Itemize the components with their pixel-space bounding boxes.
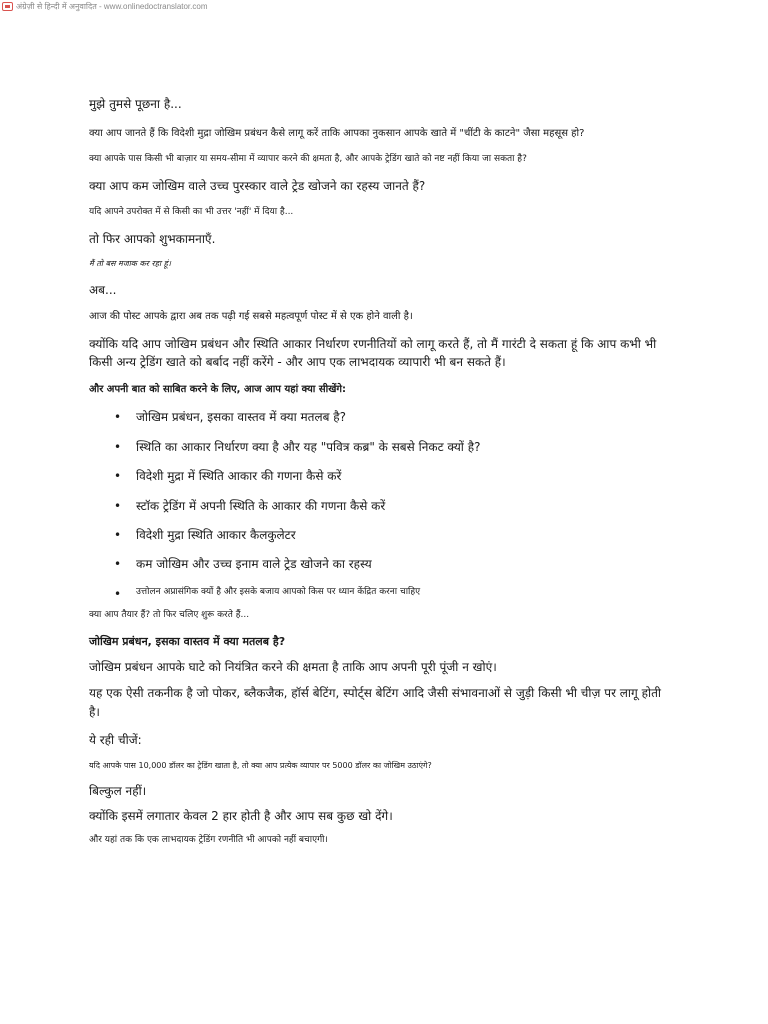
list-item: • विदेशी मुद्रा स्थिति आकार कैलकुलेटर	[89, 527, 669, 544]
section-heading: जोखिम प्रबंधन, इसका वास्तव में क्या मतलब है?	[89, 634, 286, 648]
list-item: • उत्तोलन अप्रासंगिक क्यों है और इसके बजाय आपको किस पर ध्यान केंद्रित करना चाहिए	[89, 586, 669, 599]
bullet-icon: •	[114, 527, 122, 542]
list-item: • जोखिम प्रबंधन, इसका वास्तव में क्या मतलब है?	[89, 409, 669, 426]
translator-logo-icon	[2, 2, 13, 11]
list-item: • विदेशी मुद्रा में स्थिति आकार की गणना कैसे करें	[89, 468, 669, 485]
paragraph: अब...	[89, 282, 117, 297]
translator-banner-text[interactable]: अंग्रेज़ी से हिन्दी में अनुवादित - www.onlinedoctranslator.com	[16, 2, 208, 11]
bullet-icon: •	[114, 410, 122, 425]
intro-question: मुझे तुमसे पूछना है...	[89, 97, 182, 111]
paragraph: क्या आपके पास किसी भी बाज़ार या समय-सीमा में व्यापार करने की क्षमता है, और आपके ट्रेडिंग खाते को नष्ट नहीं किया जा सकता है?	[89, 154, 527, 165]
learn-list	[89, 409, 669, 601]
bullet-icon: •	[114, 557, 122, 572]
paragraph: क्योंकि इसमें लगातार केवल 2 हार होती है और आप सब कुछ खो देंगे।	[89, 809, 393, 824]
paragraph: जोखिम प्रबंधन आपके घाटे को नियंत्रित करने की क्षमता है ताकि आप अपनी पूरी पूंजी न खोएं।	[89, 659, 497, 674]
paragraph-joke: मैं तो बस मजाक कर रहा हूं।	[89, 259, 171, 269]
list-item: • स्थिति का आकार निर्धारण क्या है और यह "पवित्र कब्र" के सबसे निकट क्यों है?	[89, 439, 669, 456]
paragraph: क्या आप तैयार हैं? तो फिर चलिए शुरू करते हैं...	[89, 609, 250, 620]
paragraph: बिल्कुल नहीं।	[89, 784, 147, 799]
paragraph: क्या आप जानते हैं कि विदेशी मुद्रा जोखिम प्रबंधन कैसे लागू करें ताकि आपका नुकसान आपके खाते में "चींटी के काटने" जैसा महसूस हो?	[89, 127, 585, 139]
list-item: • कम जोखिम और उच्च इनाम वाले ट्रेड खोजने का रहस्य	[89, 556, 669, 573]
paragraph: तो फिर आपको शुभकामनाएँ.	[89, 231, 216, 246]
translator-banner[interactable]	[0, 0, 208, 13]
paragraph: यदि आपने उपरोक्त में से किसी का भी उत्तर 'नहीं' में दिया है...	[89, 206, 294, 217]
bullet-icon: •	[114, 469, 122, 484]
document-body	[89, 95, 669, 848]
paragraph: यह एक ऐसी तकनीक है जो पोकर, ब्लैकजैक, हॉर्स बेटिंग, स्पोर्ट्स बेटिंग आदि जैसी संभावनाओं से जुड़ी किसी भी चीज़ पर लागू होती है।	[89, 686, 662, 719]
list-intro-heading: और अपनी बात को साबित करने के लिए, आज आप यहां क्या सीखेंगे:	[89, 383, 347, 395]
paragraph: ये रही चीजें:	[89, 733, 142, 748]
bullet-icon: •	[114, 586, 122, 601]
paragraph: और यहां तक कि एक लाभदायक ट्रेडिंग रणनीति भी आपको नहीं बचाएगी।	[89, 834, 328, 845]
list-item: • स्टॉक ट्रेडिंग में अपनी स्थिति के आकार की गणना कैसे करें	[89, 498, 669, 515]
paragraph: आज की पोस्ट आपके द्वारा अब तक पढ़ी गई सबसे महत्वपूर्ण पोस्ट में से एक होने वाली है।	[89, 311, 413, 323]
paragraph: क्योंकि यदि आप जोखिम प्रबंधन और स्थिति आकार निर्धारण रणनीतियों को लागू करते हैं, तो मैं गारंटी दे सकता हूं कि आप कभी भी किसी अन्य ट्रेडिंग खाते को बर्बाद नहीं करेंगे - और आप एक लाभदायक व्यापारी भी बन सकते हैं।	[89, 336, 657, 370]
paragraph: क्या आप कम जोखिम वाले उच्च पुरस्कार वाले ट्रेड खोजने का रहस्य जानते हैं?	[89, 179, 426, 194]
bullet-icon: •	[114, 439, 122, 454]
paragraph: यदि आपके पास 10,000 डॉलर का ट्रेडिंग खाता है, तो क्या आप प्रत्येक व्यापार पर 5000 डॉलर का जोखिम उठाएंगे?	[89, 761, 432, 771]
bullet-icon: •	[114, 498, 122, 513]
